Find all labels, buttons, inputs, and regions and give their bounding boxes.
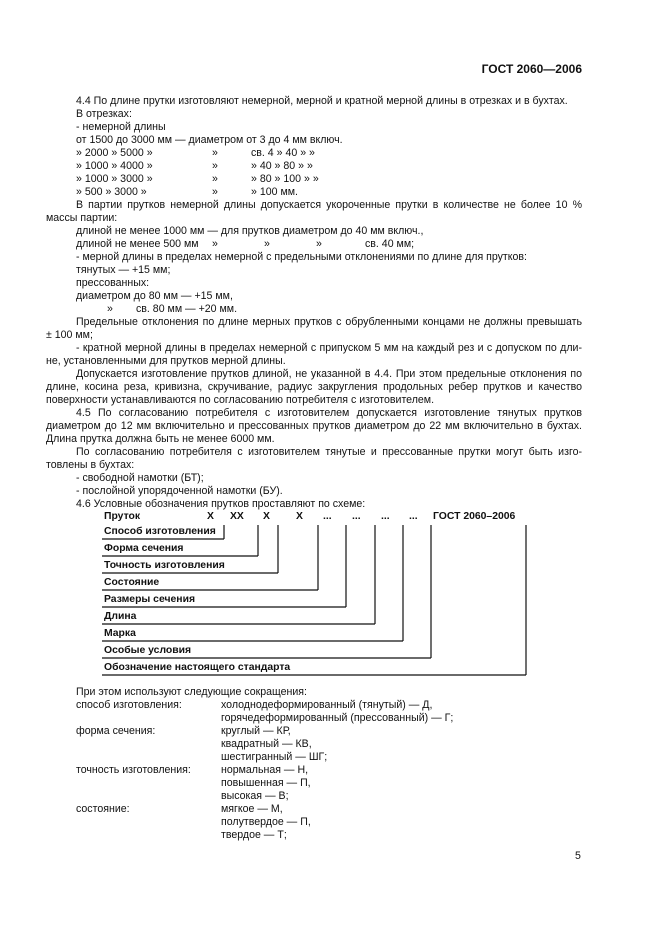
scheme-word: Пруток bbox=[104, 511, 141, 522]
paragraph-line: длиной не менее 500 мм bbox=[76, 238, 199, 250]
abbr-value: шестигранный — ШГ; bbox=[221, 751, 328, 763]
paragraph-line: - свободной намотки (БТ); bbox=[76, 472, 204, 484]
scheme-slot: ... bbox=[323, 511, 332, 522]
scheme-slot: Х bbox=[263, 511, 270, 522]
scheme-slot: Х bbox=[296, 511, 303, 522]
abbr-value: полутвердое — П, bbox=[221, 816, 311, 828]
abbr-value: горячедеформированный (прессованный) — Г; bbox=[221, 712, 454, 724]
paragraph-line: Допускается изготовление прутков длиной, не указанной в 4.4. При этом предельные отклонения по bbox=[76, 368, 582, 380]
length-table-diam: » 100 мм. bbox=[251, 186, 298, 198]
length-table-ditto: » bbox=[212, 160, 218, 172]
paragraph-line: св. 40 мм; bbox=[365, 238, 415, 250]
length-table-ditto: » bbox=[212, 147, 218, 159]
abbr-key: форма сечения: bbox=[76, 725, 156, 737]
paragraph-line: длине, косина реза, кривизна, скручивание, радиус закругления продольных ребер прутков и качество bbox=[46, 381, 582, 393]
paragraph-line: прессованных: bbox=[76, 277, 150, 289]
ditto-mark: » bbox=[316, 238, 322, 250]
paragraph-line: - кратной мерной длины в пределах немерной с припуском 5 мм на каждый рез и с допуском по дли- bbox=[76, 342, 582, 354]
paragraph-line: диаметром до 80 мм — +15 мм, bbox=[76, 290, 233, 302]
ditto-mark: » bbox=[107, 303, 113, 315]
abbr-value: нормальная — Н, bbox=[221, 764, 309, 776]
scheme-label: Обозначение настоящего стандарта bbox=[104, 662, 291, 673]
abbr-key: состояние: bbox=[76, 803, 130, 815]
paragraph-line: тянутых — +15 мм; bbox=[76, 264, 171, 276]
abbr-value: квадратный — КВ, bbox=[221, 738, 312, 750]
scheme-label: Размеры сечения bbox=[104, 594, 196, 605]
ditto-mark: » bbox=[264, 238, 270, 250]
ditto-mark: » bbox=[212, 238, 218, 250]
length-table-row: » 500 » 3000 » bbox=[76, 186, 147, 198]
scheme-label: Способ изготовления bbox=[104, 526, 216, 537]
length-table-row: » 2000 » 5000 » bbox=[76, 147, 153, 159]
abbr-value: повышенная — П, bbox=[221, 777, 311, 789]
sec44-line2: В отрезках: bbox=[76, 108, 132, 120]
page-header: ГОСТ 2060—2006 bbox=[481, 62, 582, 76]
paragraph-line: товлены в бухтах: bbox=[46, 459, 135, 471]
abbr-value: твердое — Т; bbox=[221, 829, 287, 841]
scheme-slot: ... bbox=[381, 511, 390, 522]
sec44-line3: - немерной длины bbox=[76, 121, 166, 133]
paragraph-line: - мерной длины в пределах немерной с предельными отклонениями по длине для прутков: bbox=[76, 251, 527, 263]
length-table-row: » 1000 » 3000 » bbox=[76, 173, 153, 185]
paragraph-line: 4.6 Условные обозначения прутков проставляют по схеме: bbox=[76, 498, 366, 510]
abbr-value: высокая — В; bbox=[221, 790, 289, 802]
length-table-ditto: » bbox=[212, 186, 218, 198]
paragraph-line: Длина прутка должна быть не менее 6000 мм. bbox=[46, 433, 275, 445]
paragraph-line: не, установленными для прутков мерной длины. bbox=[46, 355, 286, 367]
sec44-line1: 4.4 По длине прутки изготовляют немерной, мерной и кратной мерной длины в отрезках и в бухтах. bbox=[76, 95, 568, 107]
paragraph-line: ± 100 мм; bbox=[46, 329, 93, 341]
scheme-label: Марка bbox=[104, 628, 136, 639]
paragraph-line: В партии прутков немерной длины допускается укороченные прутки в количестве не более 10 % bbox=[76, 199, 582, 211]
abbr-value: круглый — КР, bbox=[221, 725, 291, 737]
paragraph-line: диаметром до 12 мм включительно и прессованных прутков диаметром до 22 мм включительно в бухтах. bbox=[46, 420, 582, 432]
sec44-line4: от 1500 до 3000 мм — диаметром от 3 до 4 мм включ. bbox=[76, 134, 343, 146]
length-table-diam: » 80 » 100 » » bbox=[251, 173, 319, 185]
length-table-row: » 1000 » 4000 » bbox=[76, 160, 153, 172]
scheme-slot: ... bbox=[352, 511, 361, 522]
length-table-diam: св. 4 » 40 » » bbox=[251, 147, 315, 159]
scheme-label: Длина bbox=[104, 611, 137, 622]
paragraph-line: 4.5 По согласованию потребителя с изготовителем допускается изготовление тянутых прутков bbox=[76, 407, 582, 419]
abbr-key: точность изготовления: bbox=[76, 764, 191, 776]
paragraph-line: массы партии: bbox=[46, 212, 118, 224]
length-table-ditto: » bbox=[212, 173, 218, 185]
abbr-value: холоднодеформированный (тянутый) — Д, bbox=[221, 699, 433, 711]
scheme-slot: Х bbox=[207, 511, 214, 522]
abbr-value: мягкое — М, bbox=[221, 803, 283, 815]
scheme-label: Форма сечения bbox=[104, 543, 184, 554]
scheme-slot: ... bbox=[409, 511, 418, 522]
paragraph-line: По согласованию потребителя с изготовителем тянутые и прессованные прутки могут быть изго- bbox=[76, 446, 582, 458]
length-table-diam: » 40 » 80 » » bbox=[251, 160, 313, 172]
paragraph-line: Предельные отклонения по длине мерных прутков с обрубленными концами не должны превышать bbox=[76, 316, 582, 328]
paragraph-line: поверхности устанавливаются по согласованию потребителя с изготовителем. bbox=[46, 394, 435, 406]
abbr-key: способ изготовления: bbox=[76, 699, 182, 711]
page-number: 5 bbox=[575, 850, 581, 862]
scheme-label: Особые условия bbox=[104, 645, 192, 656]
scheme-slot: ХХ bbox=[230, 511, 244, 522]
scheme-label: Состояние bbox=[104, 577, 160, 588]
paragraph-line: св. 80 мм — +20 мм. bbox=[136, 303, 238, 315]
scheme-standard: ГОСТ 2060–2006 bbox=[433, 511, 516, 522]
paragraph-line: - послойной упорядоченной намотки (БУ). bbox=[76, 485, 283, 497]
paragraph-line: длиной не менее 1000 мм — для прутков диаметром до 40 мм включ., bbox=[76, 225, 424, 237]
scheme-label: Точность изготовления bbox=[104, 560, 225, 571]
abbr-intro: При этом используют следующие сокращения: bbox=[76, 686, 307, 698]
